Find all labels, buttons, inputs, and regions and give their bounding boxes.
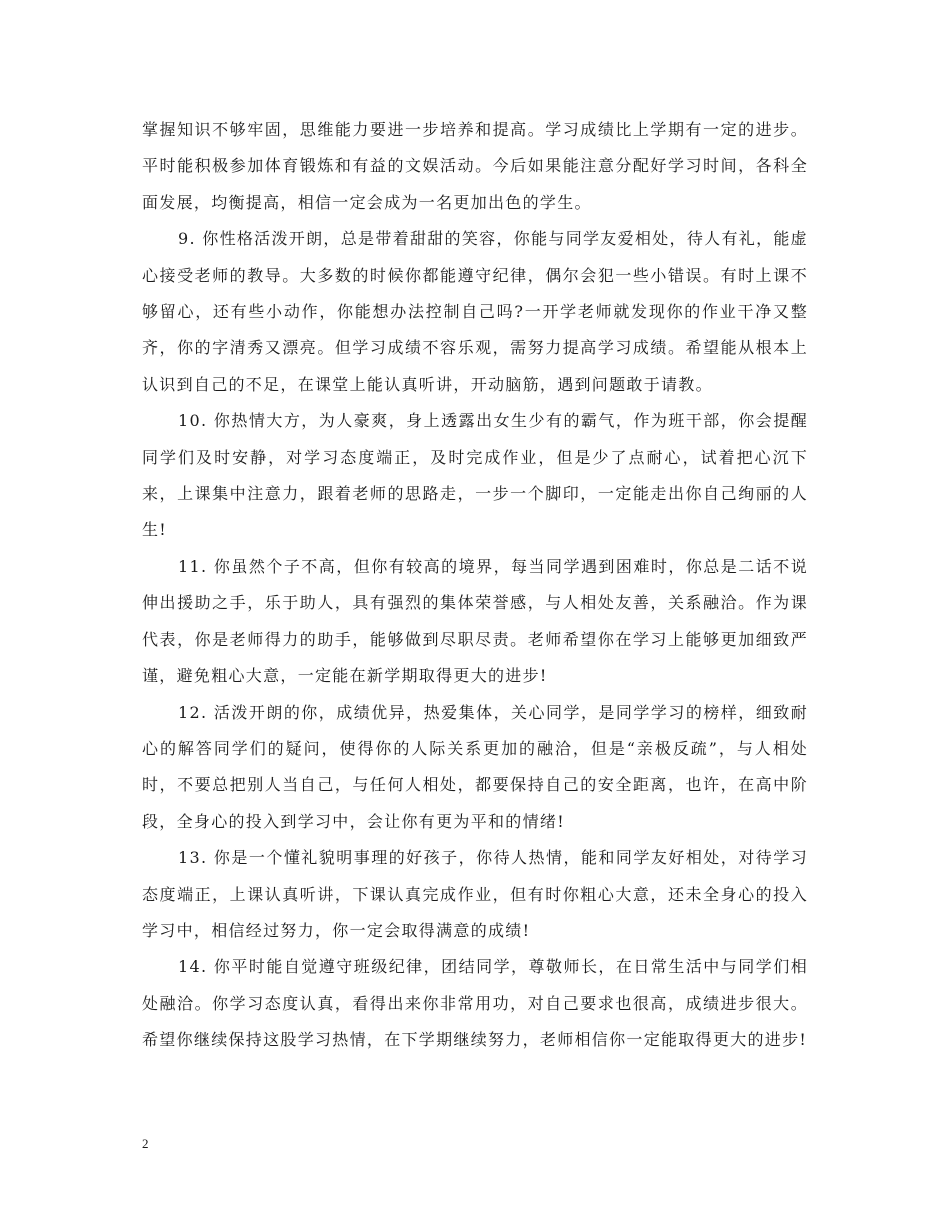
document-body xyxy=(142,112,808,1059)
paragraph-item-10: 10. 你热情大方，为人豪爽，身上透露出女生少有的霸气，作为班干部，你会提醒同学们及时安静，对学习态度端正，及时完成作业，但是少了点耐心，试着把心沉下来，上课集中注意力，跟着老师的思路走，一步一个脚印，一定能走出你自己绚丽的人生! xyxy=(142,411,808,540)
paragraph-item-11: 11. 你虽然个子不高，但你有较高的境界，每当同学遇到困难时，你总是二话不说伸出援助之手，乐于助人，具有强烈的集体荣誉感，与人相处友善，关系融洽。作为课代表，你是老师得力的助手，能够做到尽职尽责。老师希望你在学习上能够更加细致严谨，避免粗心大意，一定能在新学期取得更大的进步! xyxy=(142,556,808,686)
paragraph-continuation: 掌握知识不够牢固，思维能力要进一步培养和提高。学习成绩比上学期有一定的进步。平时能积极参加体育锻炼和有益的文娱活动。今后如果能注意分配好学习时间，各科全面发展，均衡提高，相信一定会成为一名更加出色的学生。 xyxy=(142,120,808,212)
paragraph-item-13: 13. 你是一个懂礼貌明事理的好孩子，你待人热情，能和同学友好相处，对待学习态度端正，上课认真听讲，下课认真完成作业，但有时你粗心大意，还未全身心的投入学习中，相信经过努力，你一定会取得满意的成绩! xyxy=(142,848,808,940)
page-number: 2 xyxy=(142,1136,149,1151)
paragraph-item-14: 14. 你平时能自觉遵守班级纪律，团结同学，尊敬师长，在日常生活中与同学们相处融洽。你学习态度认真，看得出来你非常用功，对自己要求也很高，成绩进步很大。希望你继续保持这股学习热情，在下学期继续努力，老师相信你一定能取得更大的进步! xyxy=(142,957,808,1050)
paragraph-item-9: 9. 你性格活泼开朗，总是带着甜甜的笑容，你能与同学友爱相处，待人有礼，能虚心接受老师的教导。大多数的时候你都能遵守纪律，偶尔会犯一些小错误。有时上课不够留心，还有些小动作，你能想办法控制自己吗?一开学老师就发现你的作业干净又整齐，你的字清秀又漂亮。但学习成绩不容乐观，需努力提高学习成绩。希望能从根本上认识到自己的不足，在课堂上能认真听讲，开动脑筋，遇到问题敢于请教。 xyxy=(142,229,808,394)
paragraph-item-12: 12. 活泼开朗的你，成绩优异，热爱集体，关心同学，是同学学习的榜样，细致耐心的解答同学们的疑问，使得你的人际关系更加的融洽，但是“亲极反疏”，与人相处时，不要总把别人当自己，与任何人相处，都要保持自己的安全距离，也许，在高中阶段，全身心的投入到学习中，会让你有更为平和的情绪! xyxy=(142,702,808,831)
